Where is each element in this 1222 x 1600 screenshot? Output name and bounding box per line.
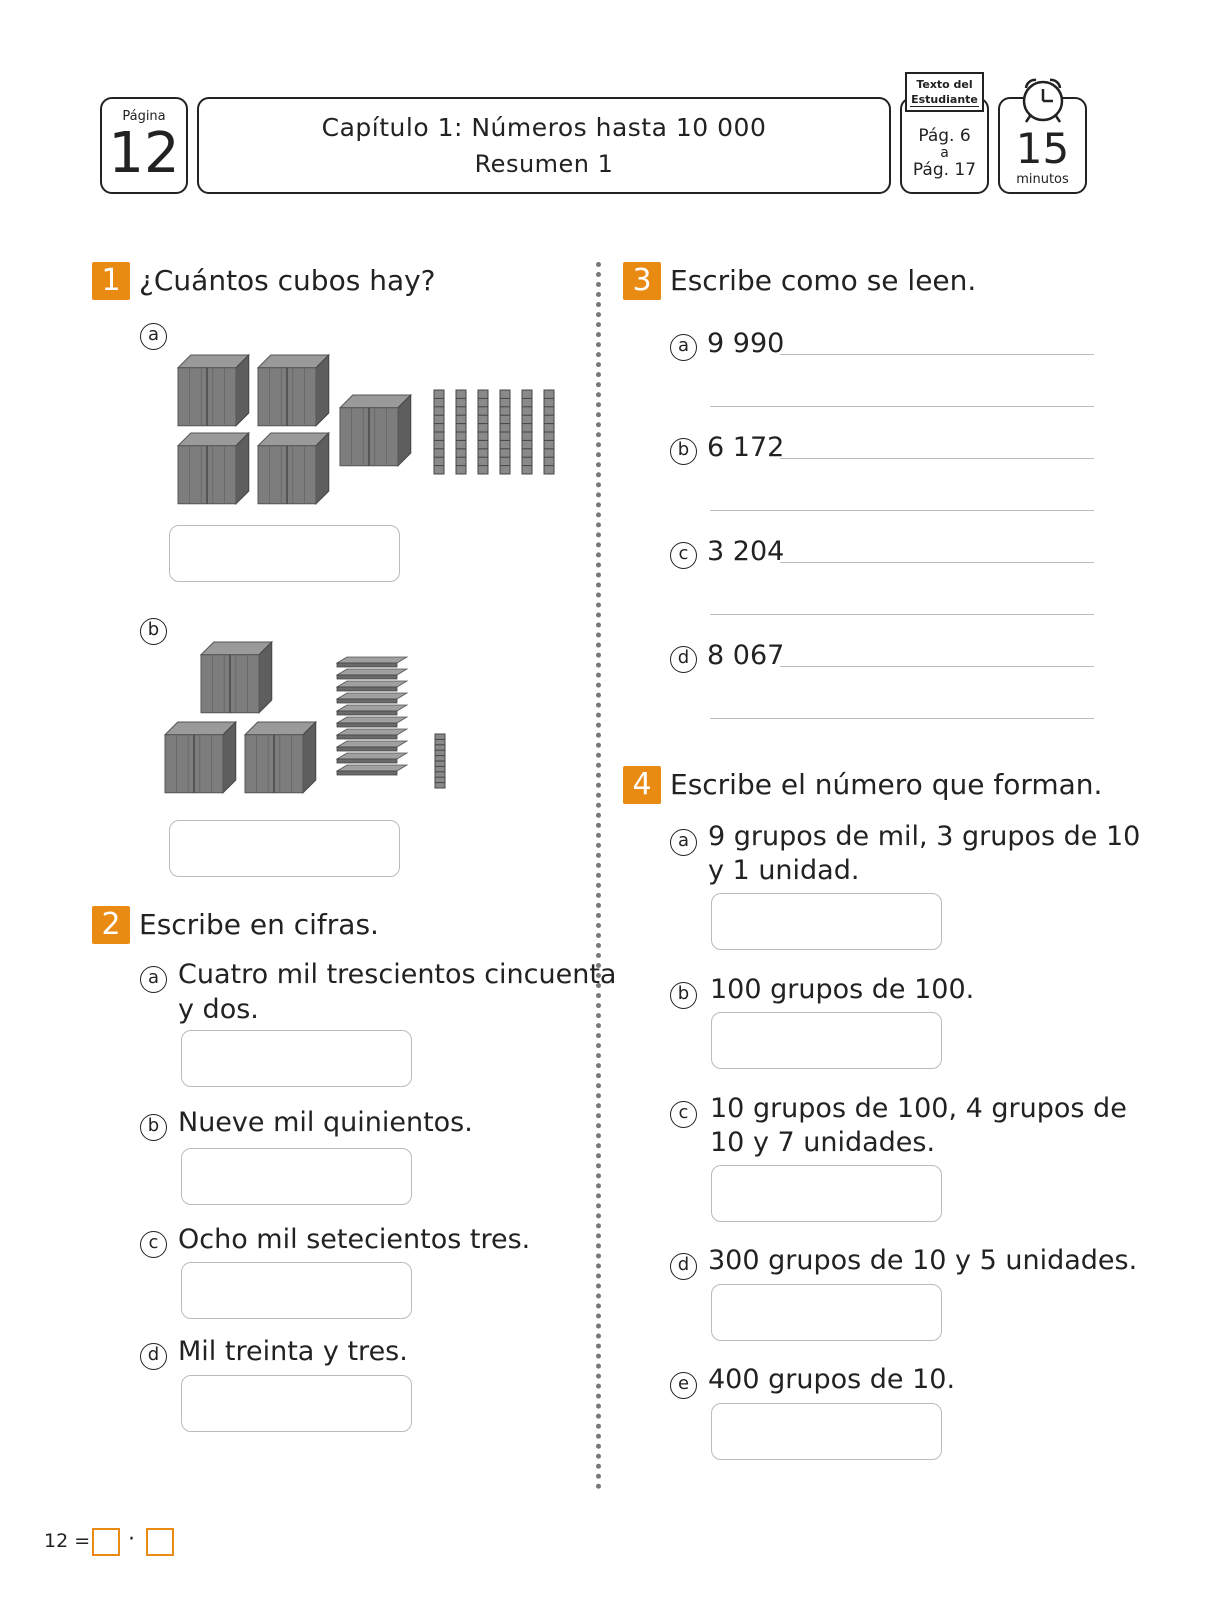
hundred-flat (337, 657, 407, 667)
hundred-flat (337, 717, 407, 727)
q3-b-write-line-1[interactable] (780, 458, 1094, 459)
question-3-number: 3 (623, 262, 661, 300)
q2-a-text-line2: y dos. (178, 994, 259, 1025)
ten-rod (456, 390, 466, 474)
q2-a-label: a (140, 966, 167, 993)
q2-a-answer-box[interactable] (181, 1030, 412, 1087)
q1-a-label: a (140, 323, 167, 350)
chapter-title-box (197, 97, 891, 194)
ten-rod (435, 734, 445, 788)
column-divider (596, 262, 601, 1490)
book-label-line2: Estudiante (911, 93, 978, 106)
hundred-flat (337, 693, 407, 703)
ref-from: Pág. 6 (918, 126, 971, 146)
q4-a-text-line2: y 1 unidad. (708, 855, 860, 886)
q4-c-text-line2: 10 y 7 unidades. (710, 1127, 936, 1158)
book-icon (905, 72, 984, 112)
ten-rod (522, 390, 532, 474)
hundred-flat (337, 705, 407, 715)
book-label-line1: Texto del (916, 78, 973, 91)
q3-c-write-line-2[interactable] (710, 614, 1094, 615)
q3-b-label: b (670, 438, 697, 465)
thousand-cube (245, 722, 316, 793)
q4-c-label: c (670, 1101, 697, 1128)
page-number-box (100, 97, 188, 194)
ten-rod (478, 390, 488, 474)
q4-e-label: e (670, 1372, 697, 1399)
q3-c-number: 3 204 (707, 536, 785, 567)
q2-c-label: c (140, 1231, 167, 1258)
q1-a-answer-box[interactable] (169, 525, 400, 582)
question-1-title: ¿Cuántos cubos hay? (139, 264, 436, 297)
question-2-title: Escribe en cifras. (139, 908, 379, 941)
multiply-dot-icon: · (128, 1527, 135, 1552)
thousand-cube (201, 642, 272, 713)
q4-a-text-line1: 9 grupos de mil, 3 grupos de 10 (708, 821, 1141, 852)
thousand-cube (165, 722, 236, 793)
ref-a: a (940, 145, 949, 161)
q4-e-text: 400 grupos de 10. (708, 1364, 956, 1395)
footer-factor-box-2[interactable] (146, 1528, 174, 1556)
q3-d-number: 8 067 (707, 640, 785, 671)
time-unit: minutos (1016, 172, 1069, 187)
q1-b-answer-box[interactable] (169, 820, 400, 877)
q3-a-write-line-2[interactable] (710, 406, 1094, 407)
q1-b-label: b (140, 618, 167, 645)
ref-to: Pág. 17 (912, 160, 977, 180)
q2-c-text: Ocho mil setecientos tres. (178, 1224, 531, 1255)
hundred-flat (337, 741, 407, 751)
ten-rod (500, 390, 510, 474)
q1-a-base-ten-blocks (170, 355, 580, 515)
q2-d-answer-box[interactable] (181, 1375, 412, 1432)
page-number: 12 (108, 121, 180, 186)
q3-a-write-line-1[interactable] (780, 354, 1094, 355)
thousand-cube (340, 395, 411, 466)
q1-b-base-ten-blocks (165, 652, 475, 812)
q2-d-label: d (140, 1343, 167, 1370)
q2-d-text: Mil treinta y tres. (178, 1336, 408, 1367)
footer-equation: 12 = (44, 1530, 91, 1552)
thousand-cube (258, 433, 329, 504)
q2-a-text-line1: Cuatro mil trescientos cincuenta (178, 959, 617, 990)
footer-factor-box-1[interactable] (92, 1528, 120, 1556)
question-1-number: 1 (92, 262, 130, 300)
q4-d-text: 300 grupos de 10 y 5 unidades. (708, 1245, 1138, 1276)
q3-b-number: 6 172 (707, 432, 785, 463)
q4-b-label: b (670, 982, 697, 1009)
q4-d-answer-box[interactable] (711, 1284, 942, 1341)
q3-c-write-line-1[interactable] (780, 562, 1094, 563)
thousand-cube (178, 433, 249, 504)
q3-b-write-line-2[interactable] (710, 510, 1094, 511)
ten-rod (544, 390, 554, 474)
question-4-title: Escribe el número que forman. (670, 768, 1103, 801)
chapter-title: Capítulo 1: Números hasta 10 000 (321, 113, 767, 142)
q3-d-write-line-2[interactable] (710, 718, 1094, 719)
q4-c-text-line1: 10 grupos de 100, 4 grupos de (710, 1093, 1127, 1124)
q4-b-text: 100 grupos de 100. (710, 974, 975, 1005)
q2-b-label: b (140, 1114, 167, 1141)
time-value: 15 (1015, 124, 1070, 173)
page-label: Página (122, 109, 166, 124)
q3-a-number: 9 990 (707, 328, 785, 359)
q3-a-label: a (670, 334, 697, 361)
question-2-number: 2 (92, 906, 130, 944)
q2-b-answer-box[interactable] (181, 1148, 412, 1205)
q2-c-answer-box[interactable] (181, 1262, 412, 1319)
alarm-clock-icon (1014, 74, 1072, 126)
q2-b-text: Nueve mil quinientos. (178, 1107, 473, 1138)
hundred-flat (337, 753, 407, 763)
question-3-title: Escribe como se leen. (670, 264, 977, 297)
thousand-cube (178, 355, 249, 426)
question-4-number: 4 (623, 766, 661, 804)
q4-b-answer-box[interactable] (711, 1012, 942, 1069)
q3-d-write-line-1[interactable] (780, 666, 1094, 667)
q3-c-label: c (670, 542, 697, 569)
q4-a-answer-box[interactable] (711, 893, 942, 950)
hundred-flat (337, 669, 407, 679)
hundred-flat (337, 681, 407, 691)
thousand-cube (258, 355, 329, 426)
hundred-flat (337, 765, 407, 775)
chapter-subtitle: Resumen 1 (474, 150, 614, 178)
ten-rod (434, 390, 444, 474)
q3-d-label: d (670, 646, 697, 673)
q4-d-label: d (670, 1253, 697, 1280)
q4-e-answer-box[interactable] (711, 1403, 942, 1460)
q4-c-answer-box[interactable] (711, 1165, 942, 1222)
q4-a-label: a (670, 829, 697, 856)
hundred-flat (337, 729, 407, 739)
